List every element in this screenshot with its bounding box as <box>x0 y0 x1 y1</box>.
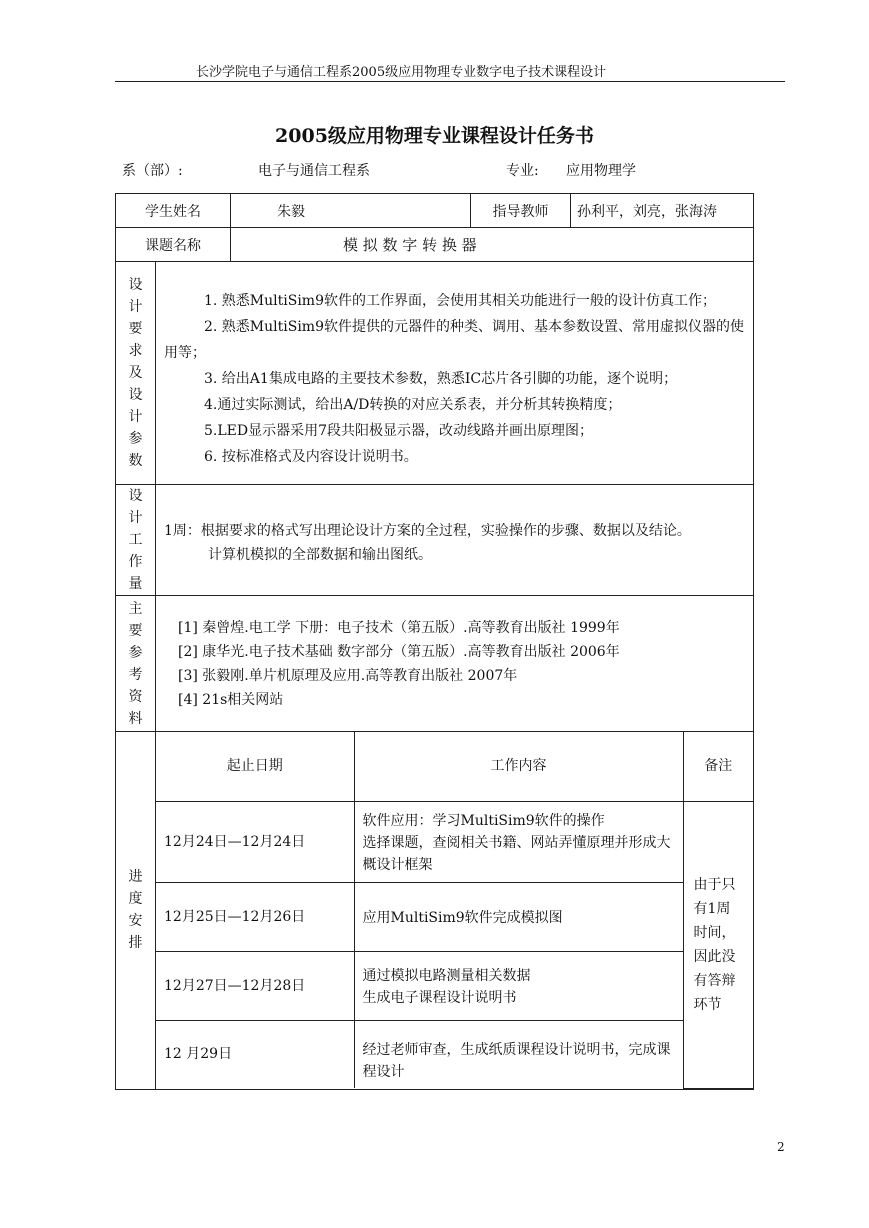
department-value: 电子与通信工程系 <box>258 163 370 179</box>
requirements-label: 设 计 要 求 及 设 计 参 数 <box>116 262 156 485</box>
schedule-header-content: 工作内容 <box>354 732 683 801</box>
student-name-label: 学生姓名 <box>116 194 231 228</box>
references-content <box>156 596 754 732</box>
page-number: 2 <box>777 1140 785 1154</box>
reference-item: [3] 张毅刚.单片机原理及应用.高等教育出版社 2007年 <box>178 667 518 684</box>
workload-content <box>156 485 754 596</box>
workload-line: 1周：根据要求的格式写出理论设计方案的全过程，实验操作的步骤、数据以及结论。 <box>164 523 691 539</box>
requirement-item: 5.LED显示器采用7段共阳极显示器，改动线路并画出原理图； <box>204 423 594 439</box>
department-label: 系（部）: <box>122 163 183 179</box>
schedule-date: 12 月29日 <box>156 1020 354 1088</box>
schedule-date: 12月24日—12月24日 <box>156 801 354 882</box>
reference-item: [1] 秦曾煌.电工学 下册：电子技术（第五版）.高等教育出版社 1999年 <box>178 619 620 636</box>
topic-value: 模 拟 数 字 转 换 器 <box>231 228 754 262</box>
schedule-header-note: 备注 <box>683 732 753 801</box>
schedule-content: 软件应用：学习MultiSim9软件的操作 选择课题，查阅相关书籍、网站弄懂原理并形成大概设计框架 <box>354 801 683 882</box>
workload-line: 计算机模拟的全部数据和输出图纸。 <box>208 547 432 563</box>
requirement-item: 4.通过实际测试，给出A/D转换的对应关系表，并分析其转换精度； <box>204 397 622 413</box>
schedule-date: 12月25日—12月26日 <box>156 882 354 951</box>
schedule-date: 12月27日—12月28日 <box>156 951 354 1020</box>
schedule-note: 由于只有1周时间，因此没有答辩环节 <box>683 801 753 1088</box>
major-label: 专业: <box>506 163 539 179</box>
major-value: 应用物理学 <box>566 163 636 179</box>
requirement-item: 3. 给出A1集成电路的主要技术参数，熟悉IC芯片各引脚的功能，逐个说明； <box>204 371 678 387</box>
topic-label: 课题名称 <box>116 228 231 262</box>
requirements-content <box>156 262 754 485</box>
schedule-label: 进 度 安 排 <box>116 732 156 1090</box>
requirement-item: 1. 熟悉MultiSim9软件的工作界面，会使用其相关功能进行一般的设计仿真工作； <box>204 293 716 309</box>
header-rule <box>115 81 785 82</box>
schedule-cell <box>156 732 754 1090</box>
running-header: 长沙学院电子与通信工程系2005级应用物理专业数字电子技术课程设计 <box>196 65 607 80</box>
schedule-header-date: 起止日期 <box>156 732 354 801</box>
advisor-value: 孙利平，刘亮，张海涛 <box>571 194 754 228</box>
requirement-item: 6. 按标准格式及内容设计说明书。 <box>204 449 418 465</box>
workload-label: 设 计 工 作 量 <box>116 485 156 596</box>
references-label: 主 要 参 考 资 料 <box>116 596 156 732</box>
reference-item: [2] 康华光.电子技术基础 数字部分（第五版）.高等教育出版社 2006年 <box>178 643 620 660</box>
schedule-content: 应用MultiSim9软件完成模拟图 <box>354 882 683 951</box>
requirement-item: 2. 熟悉MultiSim9软件提供的元器件的种类、调用、基本参数设置、常用虚拟仪器的使用等； <box>164 319 744 361</box>
schedule-table <box>156 732 753 1089</box>
advisor-label: 指导教师 <box>471 194 571 228</box>
task-form-table <box>115 193 754 1090</box>
student-name-value: 朱毅 <box>231 194 471 228</box>
document-title: 2005级应用物理专业课程设计任务书 <box>275 125 594 147</box>
schedule-content: 通过模拟电路测量相关数据 生成电子课程设计说明书 <box>354 951 683 1020</box>
schedule-content: 经过老师审查，生成纸质课程设计说明书，完成课程设计 <box>354 1020 683 1088</box>
reference-item: [4] 21s相关网站 <box>178 691 284 708</box>
